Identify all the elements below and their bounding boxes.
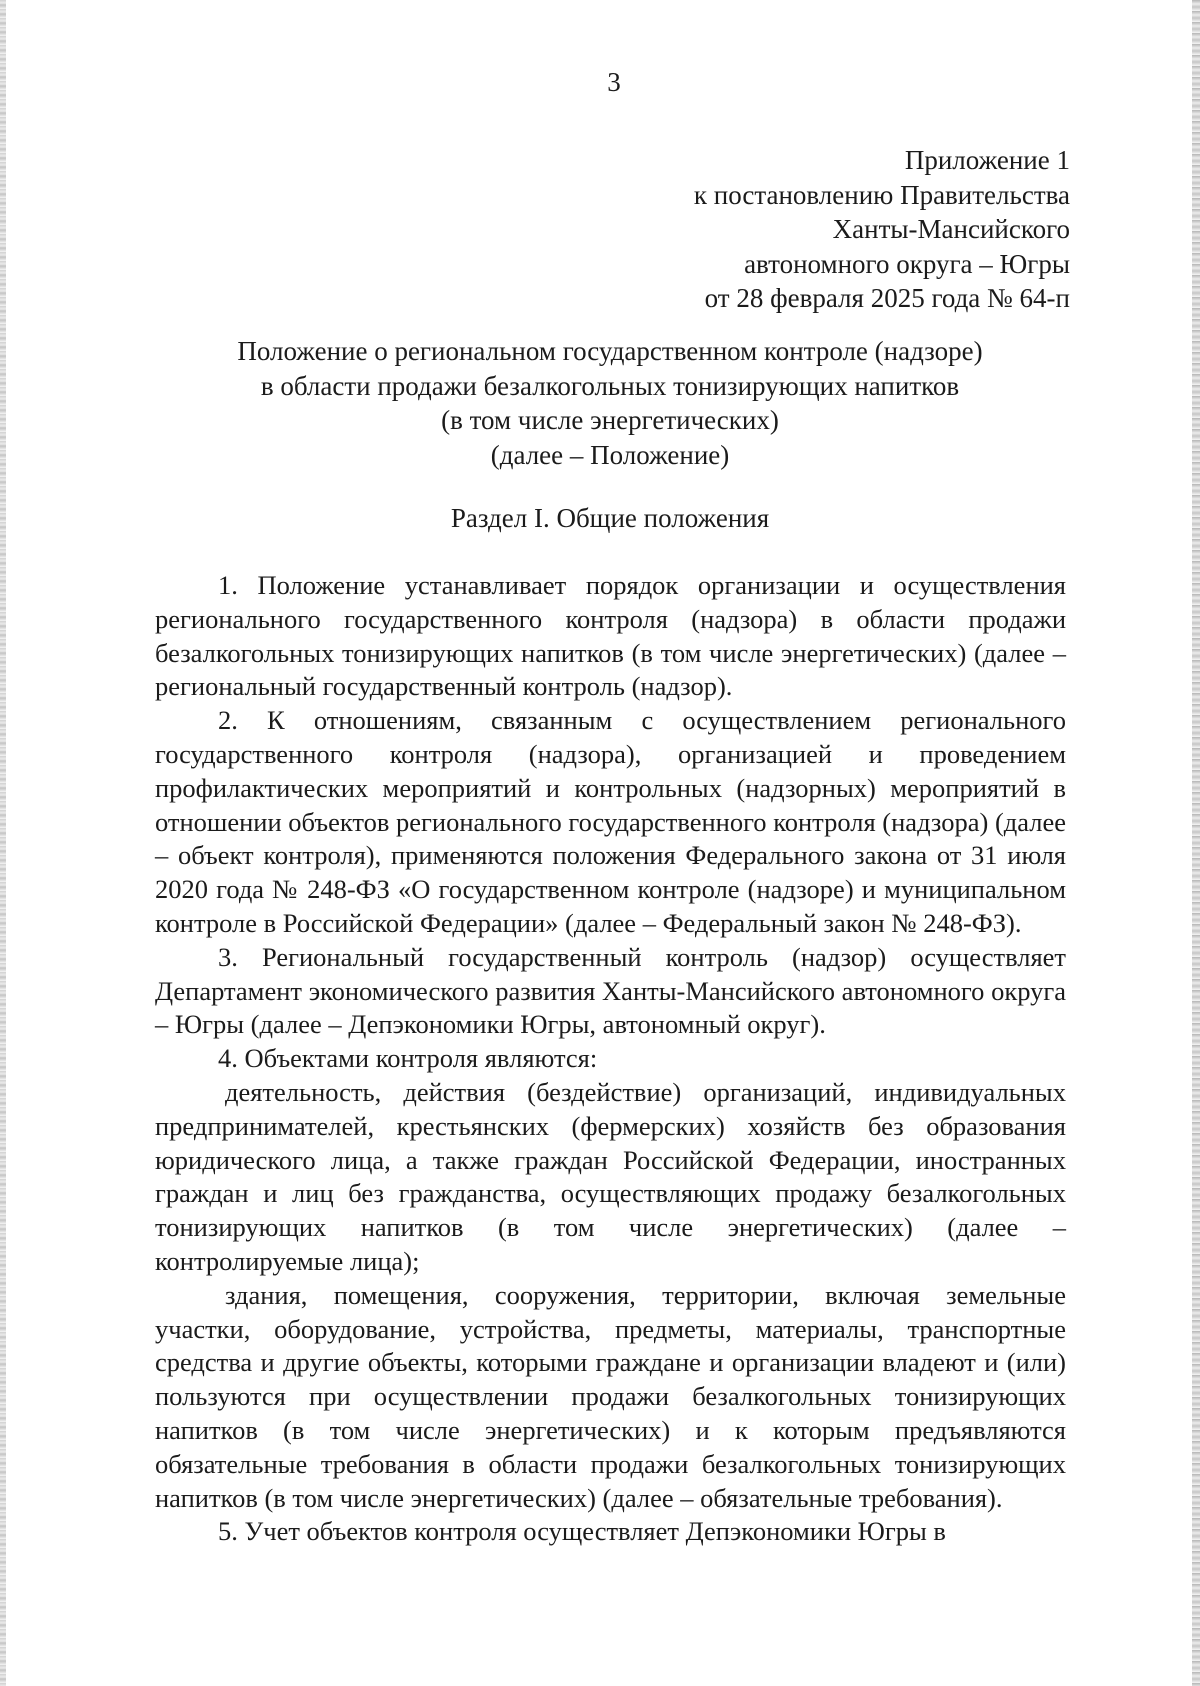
paragraph-3: 3. Региональный государственный контроль (надзор) осуществляет Департамент экономического развития Ханты-Мансийского автономного округа – Югры (далее – Депэкономики Югры, автономный округ). [155,941,1066,1040]
paragraph-1: 1. Положение устанавливает порядок организации и осуществления регионального государственного контроля (надзора) в области продажи безалкогольных тонизирующих напитков (в том числе энергетических) (далее – региональный государственный контроль (надзор). [155,570,1066,702]
appendix-line: Ханты-Мансийского [832,214,1070,244]
title-line: (в том числе энергетических) [441,405,779,435]
title-line: в области продажи безалкогольных тонизирующих напитков [260,370,960,401]
scan-edge-right [1192,0,1200,1686]
appendix-line: автономного округа – Югры [744,248,1070,279]
page-number: 3 [607,67,621,97]
appendix-line: Приложение 1 [904,145,1070,175]
appendix-line: к постановлению Правительства [693,179,1070,210]
paragraph-5: 5. Учет объектов контроля осуществляет Депэкономики Югры в [218,1516,946,1547]
section-heading: Раздел I. Общие положения [450,503,770,533]
document-body [155,569,1066,1549]
appendix-block [694,143,1070,316]
appendix-line: от 28 февраля 2025 года № 64-п [704,283,1070,313]
paragraph-2: 2. К отношениям, связанным с осуществлением регионального государственного контроля (надзора), организацией и проведением профилактических мероприятий и контрольных (надзорных) мероприятий в отношении объектов регионального государственного контроля (надзора) (далее – объект контроля), применяются положения Федерального закона от 31 июля 2020 года № 248-ФЗ «О государственном контроле (надзоре) и муниципальном контроле в Российской Федерации» (далее – Федеральный закон № 248-ФЗ). [155,705,1066,938]
document-title [130,334,1090,472]
title-line: (далее – Положение) [490,439,730,470]
paragraph-4-item-objects: здания, помещения, сооружения, территории, включая земельные участки, оборудование, устройства, предметы, материалы, транспортные средства и другие объекты, которыми граждане и организации владеют и (или) пользуются при осуществлении продажи безалкогольных тонизирующих напитков (в том числе энергетических) и к которым предъявляются обязательные требования в области продажи безалкогольных тонизирующих напитков (в том числе энергетических) (далее – обязательные требования). [155,1279,1066,1513]
paragraph-4-item-activity: деятельность, действия (бездействие) организаций, индивидуальных предпринимателей, крестьянских (фермерских) хозяйств без образования юридического лица, а также граждан Российской Федерации, иностранных граждан и лиц без гражданства, осуществляющих продажу безалкогольных тонизирующих напитков (в том числе энергетических) (далее – контролируемые лица); [155,1076,1066,1276]
title-line: Положение о региональном государственном контроле (надзоре) [237,336,983,366]
paragraph-4: 4. Объектами контроля являются: [218,1043,598,1074]
scan-edge-left [0,0,6,1686]
